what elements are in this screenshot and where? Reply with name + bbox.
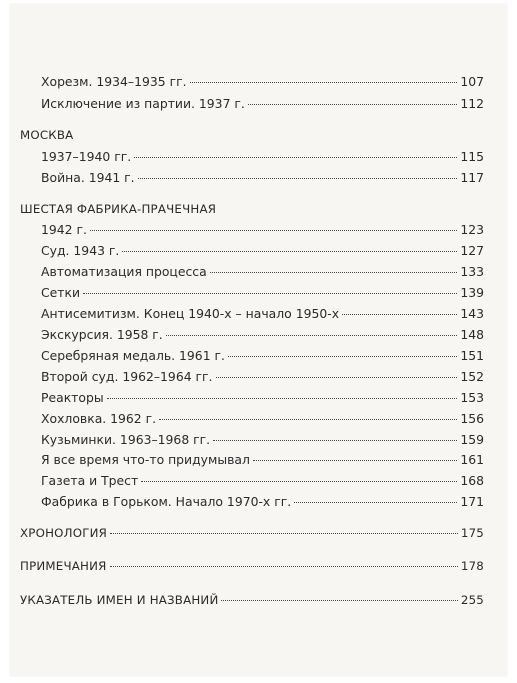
- toc-entry-page: 127: [460, 243, 484, 258]
- toc-entry-page: 123: [460, 222, 484, 237]
- toc-entry[interactable]: [41, 494, 484, 510]
- toc-entry-title: Суд. 1943 г.: [41, 243, 120, 258]
- dot-leader: [342, 314, 457, 315]
- toc-section-chronology[interactable]: [20, 525, 484, 541]
- toc-entry-title: Фабрика в Горьком. Начало 1970-х гг.: [41, 494, 292, 509]
- dot-leader: [166, 335, 458, 336]
- toc-entry-title: Исключение из партии. 1937 г.: [41, 96, 245, 111]
- toc-entry[interactable]: [41, 264, 484, 280]
- toc-entry-page: 153: [460, 390, 484, 405]
- toc-entry-page: 152: [460, 369, 484, 384]
- toc-entry-title: Кузьминки. 1963–1968 гг.: [41, 432, 211, 447]
- toc-entry-title: Автоматизация процесса: [41, 264, 207, 279]
- toc-entry-page: 161: [460, 452, 484, 467]
- toc-entry-title: Хохловка. 1962 г.: [41, 411, 157, 426]
- dot-leader: [138, 178, 458, 179]
- toc-entry[interactable]: [41, 432, 484, 448]
- toc-entry-title: Антисемитизм. Конец 1940-х – начало 1950-х: [41, 306, 340, 321]
- toc-entry-page: 133: [460, 264, 484, 279]
- toc-section-index[interactable]: [20, 592, 484, 608]
- dot-leader: [221, 600, 457, 601]
- dot-leader: [294, 502, 457, 503]
- dot-leader: [90, 230, 457, 231]
- toc-entry-page: 143: [460, 306, 484, 321]
- toc-entry[interactable]: [41, 285, 484, 301]
- dot-leader: [216, 377, 458, 378]
- section-heading-factory: ШЕСТАЯ ФАБРИКА-ПРАЧЕЧНАЯ: [20, 202, 217, 216]
- dot-leader: [253, 460, 457, 461]
- dot-leader: [210, 272, 458, 273]
- toc-entry-page: 171: [460, 494, 484, 509]
- toc-section-title: ПРИМЕЧАНИЯ: [20, 559, 107, 573]
- toc-entry-page: 151: [460, 348, 484, 363]
- dot-leader: [159, 419, 457, 420]
- toc-entry-title: Война. 1941 г.: [41, 170, 135, 185]
- toc-entry-page: 139: [460, 285, 484, 300]
- toc-entry-title: Сетки: [41, 285, 81, 300]
- toc-section-notes[interactable]: [20, 558, 484, 574]
- toc-section-title: ХРОНОЛОГИЯ: [20, 526, 108, 540]
- toc-entry[interactable]: [41, 411, 484, 427]
- toc-entry-title: Газета и Трест: [41, 473, 139, 488]
- toc-entry-title: Я все время что-то придумывал: [41, 452, 250, 467]
- toc-entry-title: Серебряная медаль. 1961 г.: [41, 348, 225, 363]
- toc-section-page: 175: [460, 526, 484, 540]
- toc-entry-title: Второй суд. 1962–1964 гг.: [41, 369, 213, 384]
- toc-entry-page: 107: [460, 74, 484, 89]
- toc-section-title: УКАЗАТЕЛЬ ИМЕН И НАЗВАНИЙ: [20, 593, 219, 607]
- toc-entry-title: Хорезм. 1934–1935 гг.: [41, 74, 187, 89]
- toc-entry-page: 117: [460, 170, 484, 185]
- toc-section-page: 255: [460, 593, 484, 607]
- dot-leader: [141, 481, 457, 482]
- toc-entry[interactable]: [41, 170, 484, 186]
- toc-entry-page: 148: [460, 327, 484, 342]
- toc-entry-title: Реакторы: [41, 390, 104, 405]
- dot-leader: [248, 104, 458, 105]
- toc-entry[interactable]: [41, 96, 484, 112]
- table-of-contents: [20, 0, 484, 683]
- section-heading-moscow: МОСКВА: [20, 128, 74, 142]
- toc-entry[interactable]: [41, 452, 484, 468]
- toc-entry-page: 112: [460, 96, 484, 111]
- toc-entry-page: 115: [460, 149, 484, 164]
- toc-entry[interactable]: [41, 369, 484, 385]
- toc-entry[interactable]: [41, 473, 484, 489]
- toc-entry[interactable]: [41, 327, 484, 343]
- toc-entry-title: Экскурсия. 1958 г.: [41, 327, 163, 342]
- toc-entry[interactable]: [41, 243, 484, 259]
- dot-leader: [110, 566, 458, 567]
- toc-entry-page: 156: [460, 411, 484, 426]
- toc-entry-page: 159: [460, 432, 484, 447]
- dot-leader: [228, 356, 457, 357]
- toc-entry[interactable]: [41, 149, 484, 165]
- dot-leader: [107, 398, 458, 399]
- toc-entry[interactable]: [41, 74, 484, 90]
- dot-leader: [83, 293, 457, 294]
- toc-entry[interactable]: [41, 222, 484, 238]
- dot-leader: [213, 440, 457, 441]
- dot-leader: [134, 157, 457, 158]
- dot-leader: [110, 533, 458, 534]
- toc-entry-title: 1942 г.: [41, 222, 87, 237]
- dot-leader: [122, 251, 457, 252]
- dot-leader: [190, 82, 458, 83]
- toc-entry[interactable]: [41, 306, 484, 322]
- toc-section-page: 178: [460, 559, 484, 573]
- toc-entry-page: 168: [460, 473, 484, 488]
- toc-entry[interactable]: [41, 348, 484, 364]
- toc-entry-title: 1937–1940 гг.: [41, 149, 132, 164]
- toc-entry[interactable]: [41, 390, 484, 406]
